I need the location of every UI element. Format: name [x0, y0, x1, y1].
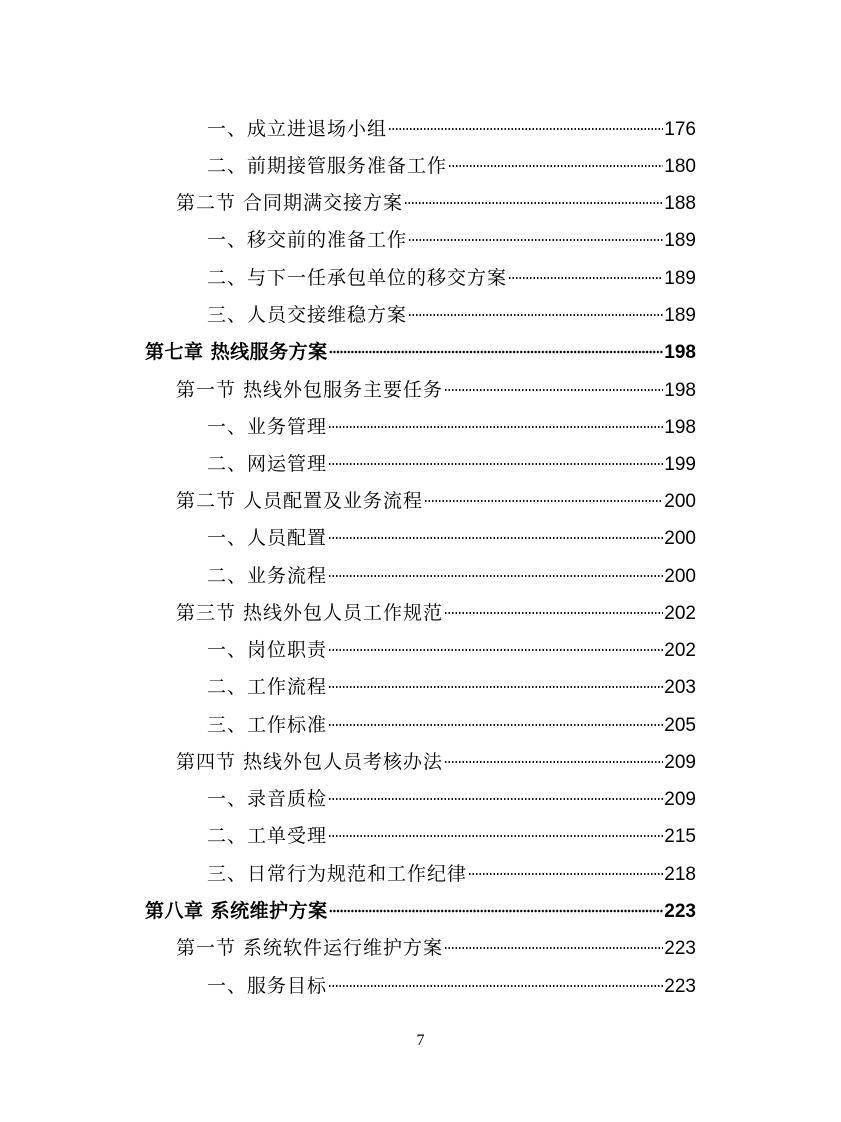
- toc-entry-label: 第二节 人员配置及业务流程: [176, 490, 424, 512]
- leader-dots: [408, 216, 663, 246]
- leader-dots: [448, 142, 663, 172]
- leader-dots: [444, 924, 663, 954]
- toc-entry[interactable]: [207, 775, 696, 810]
- toc-entry[interactable]: [207, 663, 696, 698]
- toc-entry-page: 202: [664, 603, 696, 624]
- leader-dots: [468, 850, 663, 880]
- toc-entry-label: 一、录音质检: [207, 788, 328, 810]
- leader-dots: [328, 663, 663, 693]
- toc-entry-label: 第三节 热线外包人员工作规范: [176, 602, 444, 624]
- toc-chapter-entry[interactable]: [145, 887, 696, 922]
- toc-entry[interactable]: [176, 924, 696, 959]
- toc-entry[interactable]: [207, 552, 696, 587]
- toc-entry[interactable]: [207, 626, 696, 661]
- toc-entry-label: 一、移交前的准备工作: [207, 229, 408, 251]
- leader-dots: [328, 514, 663, 544]
- toc-entry[interactable]: [207, 962, 696, 997]
- toc-entry-page: 180: [664, 156, 696, 177]
- toc-entry-label: 三、日常行为规范和工作纪律: [207, 863, 468, 885]
- toc-entry-label: 一、人员配置: [207, 527, 328, 549]
- toc-entry[interactable]: [207, 440, 696, 475]
- toc-entry-label: 一、岗位职责: [207, 639, 328, 661]
- toc-entry-label: 二、业务流程: [207, 565, 328, 587]
- leader-dots: [329, 887, 664, 917]
- leader-dots: [328, 701, 663, 731]
- toc-entry-page: 189: [664, 305, 696, 326]
- toc-entry-label: 一、业务管理: [207, 416, 328, 438]
- toc-entry-page: 203: [664, 677, 696, 698]
- toc-entry-page: 223: [664, 976, 696, 997]
- toc-entry-page: 198: [664, 417, 696, 438]
- toc-entry-page: 176: [664, 119, 696, 140]
- toc-entry-label: 一、成立进退场小组: [207, 118, 388, 140]
- toc-entry[interactable]: [207, 812, 696, 847]
- leader-dots: [444, 589, 663, 619]
- toc-entry[interactable]: [176, 477, 696, 512]
- toc-entry-label: 第四节 热线外包人员考核办法: [176, 751, 444, 773]
- toc-entry[interactable]: [207, 701, 696, 736]
- leader-dots: [404, 179, 663, 209]
- leader-dots: [508, 254, 663, 284]
- leader-dots: [408, 291, 663, 321]
- toc-entry-page: 205: [664, 715, 696, 736]
- toc-entry[interactable]: [207, 514, 696, 549]
- leader-dots: [444, 738, 663, 768]
- leader-dots: [328, 775, 663, 805]
- toc-entry-label: 二、工作流程: [207, 676, 328, 698]
- toc-entry[interactable]: [207, 254, 696, 289]
- toc-entry-label: 一、服务目标: [207, 975, 328, 997]
- toc-entry-page: 189: [664, 230, 696, 251]
- toc-entry-page: 223: [664, 938, 696, 959]
- leader-dots: [328, 962, 663, 992]
- toc-entry-label: 二、与下一任承包单位的移交方案: [207, 267, 508, 289]
- toc-entry-label: 第七章 热线服务方案: [145, 341, 328, 363]
- toc-entry-page: 202: [664, 640, 696, 661]
- toc-entry-page: 200: [664, 491, 696, 512]
- toc-entry-page: 200: [664, 528, 696, 549]
- toc-entry-page: 200: [664, 566, 696, 587]
- toc-entry[interactable]: [207, 105, 696, 140]
- toc-entry-page: 199: [664, 454, 696, 475]
- leader-dots: [328, 440, 663, 470]
- toc-entry-page: 198: [664, 342, 696, 363]
- page-number: 7: [416, 1032, 425, 1049]
- toc-entry-label: 三、工作标准: [207, 714, 328, 736]
- toc-entry-label: 二、网运管理: [207, 453, 328, 475]
- leader-dots: [328, 626, 663, 656]
- toc-entry[interactable]: [176, 179, 696, 214]
- leader-dots: [328, 812, 663, 842]
- leader-dots: [444, 366, 663, 396]
- toc-chapter-entry[interactable]: [145, 328, 696, 363]
- leader-dots: [328, 552, 663, 582]
- toc-entry-page: 218: [664, 864, 696, 885]
- toc-entry-label: 三、人员交接维稳方案: [207, 304, 408, 326]
- leader-dots: [424, 477, 663, 507]
- toc-entry-label: 第一节 热线外包服务主要任务: [176, 379, 444, 401]
- toc-entry-page: 215: [664, 826, 696, 847]
- toc-entry-page: 209: [664, 752, 696, 773]
- toc-entry[interactable]: [176, 589, 696, 624]
- leader-dots: [328, 403, 663, 433]
- toc-entry[interactable]: [207, 142, 696, 177]
- toc-entry-label: 二、前期接管服务准备工作: [207, 155, 448, 177]
- toc-entry-page: 223: [664, 901, 696, 922]
- toc-entry[interactable]: [207, 216, 696, 251]
- toc-entry[interactable]: [207, 850, 696, 885]
- toc-entry-label: 第一节 系统软件运行维护方案: [176, 937, 444, 959]
- toc-entry-page: 209: [664, 789, 696, 810]
- toc-entry-page: 198: [664, 380, 696, 401]
- toc-entry-page: 189: [664, 268, 696, 289]
- toc-entry-label: 第八章 系统维护方案: [145, 900, 328, 922]
- toc-entry-label: 二、工单受理: [207, 825, 328, 847]
- toc-entry[interactable]: [207, 291, 696, 326]
- leader-dots: [388, 105, 663, 135]
- leader-dots: [329, 328, 664, 358]
- toc-entry-page: 188: [664, 193, 696, 214]
- toc-entry[interactable]: [176, 738, 696, 773]
- toc-entry[interactable]: [207, 403, 696, 438]
- toc-entry-label: 第二节 合同期满交接方案: [176, 192, 404, 214]
- toc-entry[interactable]: [176, 366, 696, 401]
